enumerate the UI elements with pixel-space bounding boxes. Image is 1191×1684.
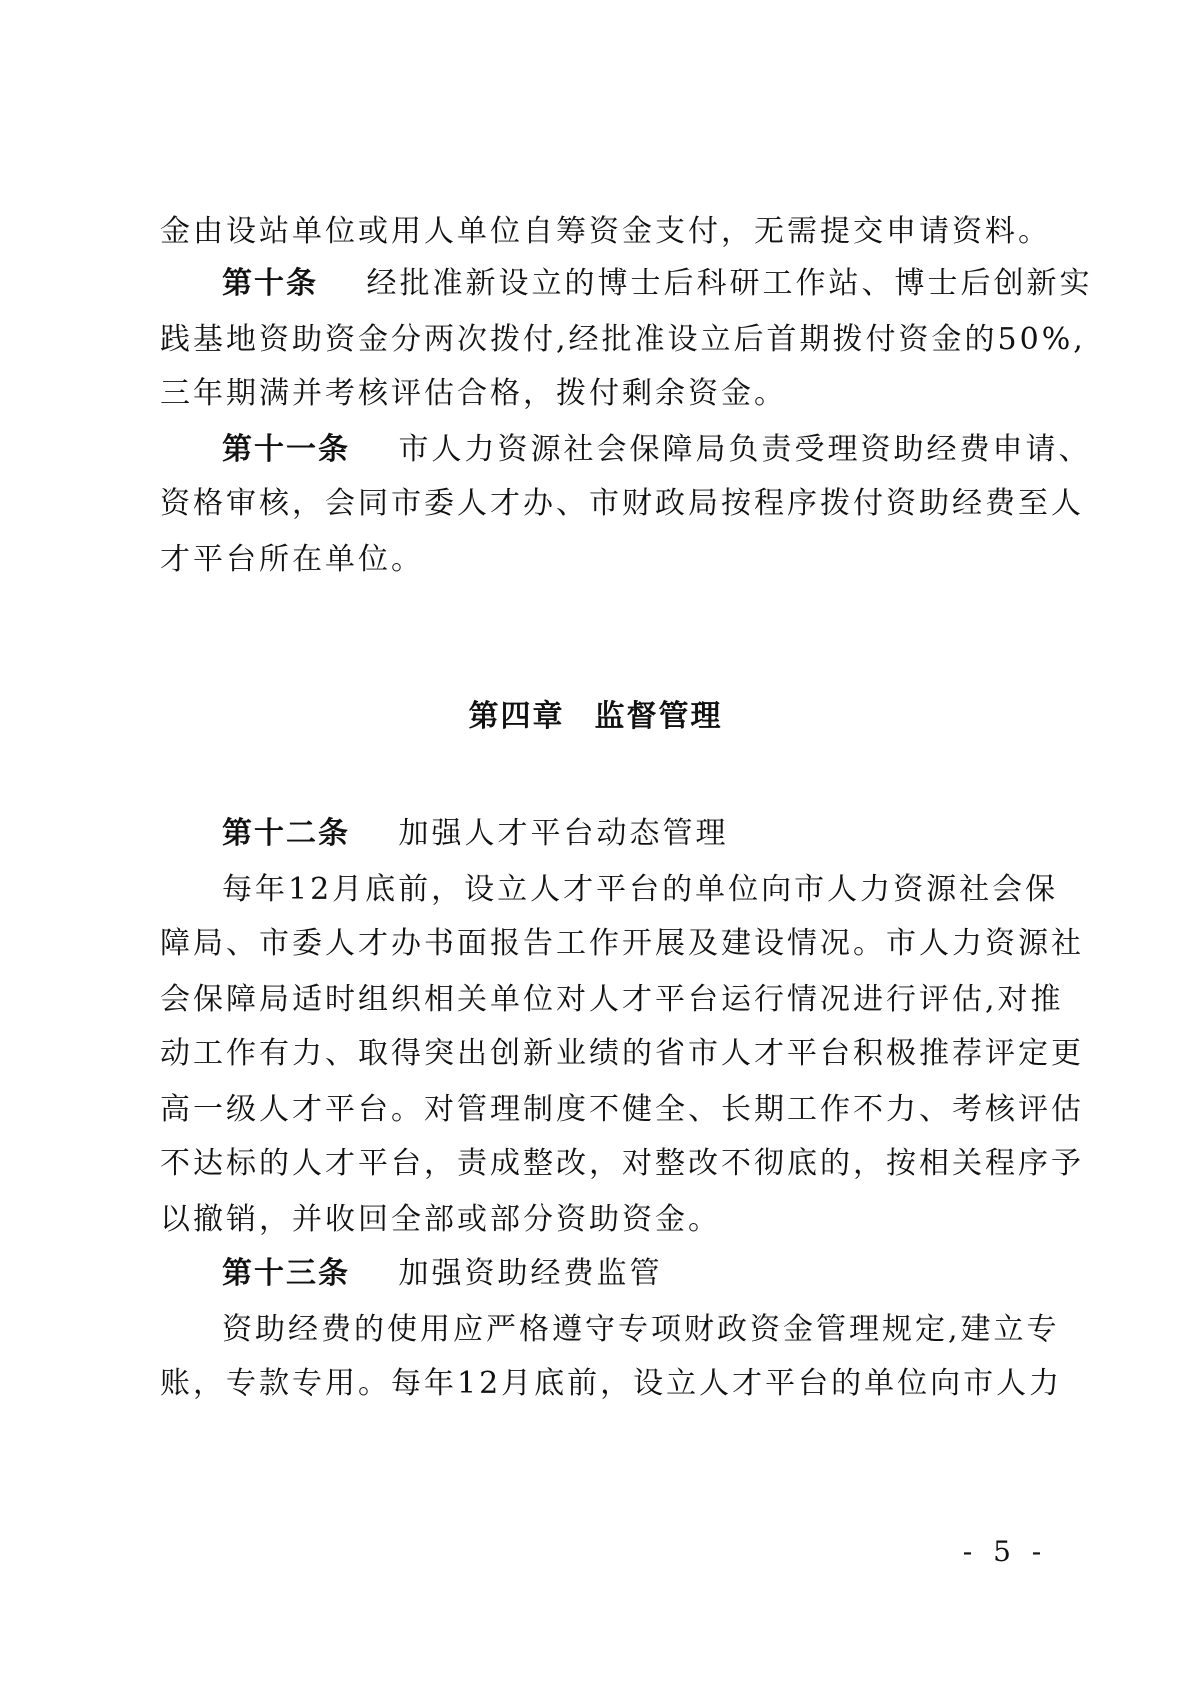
text-line-1: 金由设站单位或用人单位自筹资金支付，无需提交申请资料。 [160,214,1051,249]
text-line-3: 三年期满并考核评估合格，拨付剩余资金。 [160,376,787,411]
article-13-title: 加强资助经费监管 [398,1256,663,1291]
article-11-label: 第十一条 [222,432,350,467]
text-line-14: 账，专款专用。每年12月底前，设立人才平台的单位向市人力 [160,1366,1063,1401]
text-line-5: 才平台所在单位。 [160,542,424,577]
chapter-number: 第四章 [468,699,565,734]
article-12-label: 第十二条 [222,816,350,851]
text-line-13: 资助经费的使用应严格遵守专项财政资金管理规定,建立专 [222,1312,1060,1347]
chapter-title: 监督管理 [594,699,723,734]
chapter-heading [0,692,1191,742]
text-line-4: 资格审核，会同市委人才办、市财政局按程序拨付资助经费至人 [160,486,1084,521]
article-13-line [222,1250,1040,1298]
text-line-8: 会保障局适时组织相关单位对人才平台运行情况进行评估,对推 [160,982,1064,1017]
page-number: - 5 - [962,1535,1048,1568]
text-line-2: 践基地资助资金分两次拨付,经批准设立后首期拨付资金的50%, [160,322,1086,357]
article-10-label: 第十条 [222,266,318,301]
article-11-line [222,426,1092,474]
text-line-10: 高一级人才平台。对管理制度不健全、长期工作不力、考核评估 [160,1092,1084,1127]
article-12-line [222,810,1040,858]
article-10-text: 经批准新设立的博士后科研工作站、博士后创新实 [366,266,1093,301]
text-line-6: 每年12月底前，设立人才平台的单位向市人力资源社会保 [222,872,1059,907]
text-line-11: 不达标的人才平台，责成整改，对整改不彻底的，按相关程序予 [160,1146,1084,1181]
article-10-line [222,260,1093,308]
article-11-text: 市人力资源社会保障局负责受理资助经费申请、 [398,432,1092,467]
article-12-title: 加强人才平台动态管理 [398,816,729,851]
article-13-label: 第十三条 [222,1256,350,1291]
text-line-7: 障局、市委人才办书面报告工作开展及建设情况。市人力资源社 [160,926,1084,961]
text-line-12: 以撤销，并收回全部或部分资助资金。 [160,1202,721,1237]
text-line-9: 动工作有力、取得突出创新业绩的省市人才平台积极推荐评定更 [160,1036,1084,1071]
